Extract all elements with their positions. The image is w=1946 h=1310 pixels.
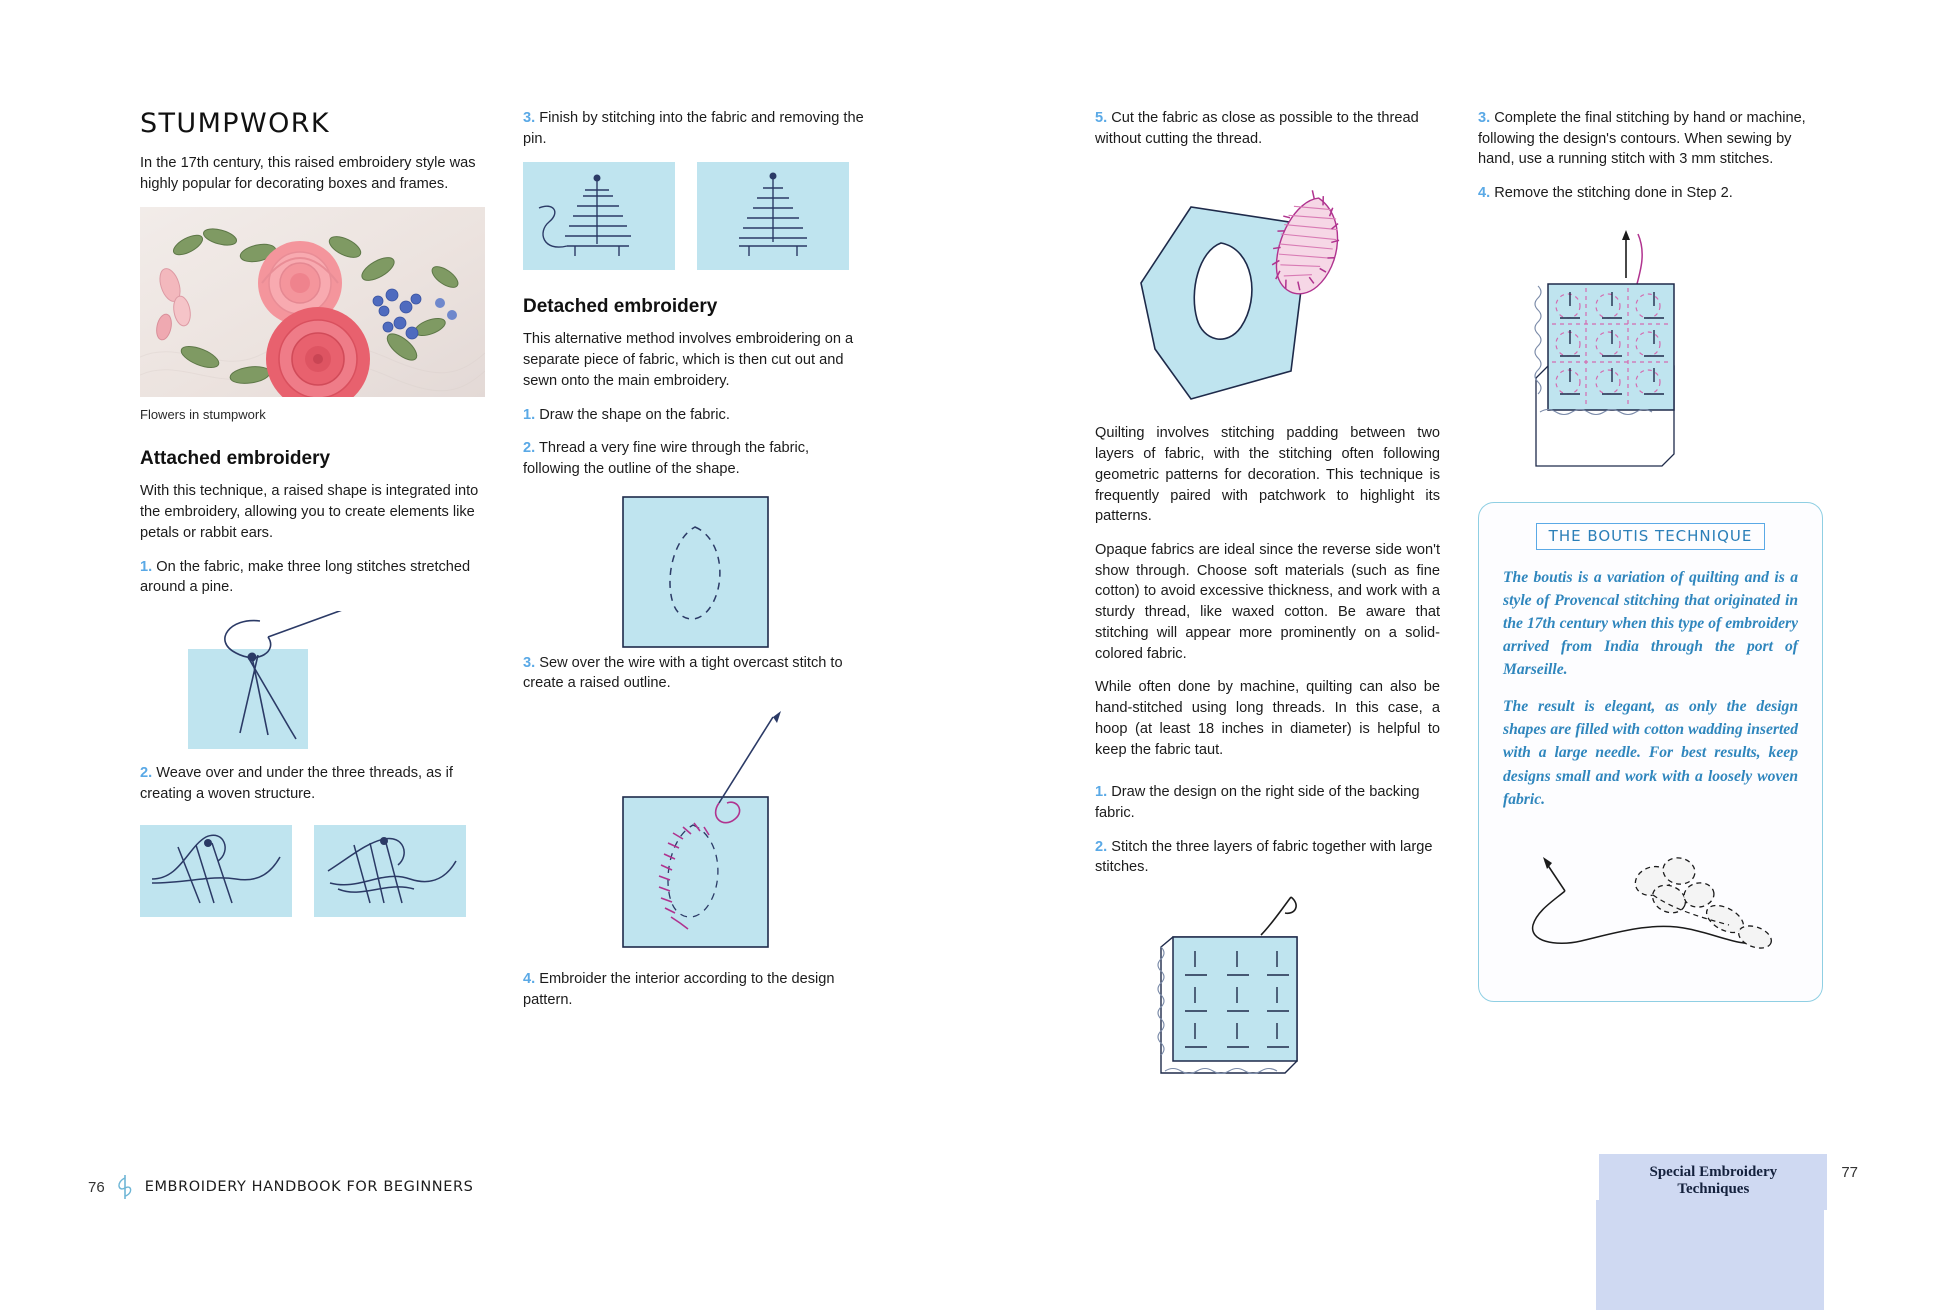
step-2	[140, 763, 485, 804]
step-4	[523, 969, 868, 1010]
intro-paragraph: In the 17th century, this raised embroidery style was highly popular for decorating boxes and frames.	[140, 155, 476, 192]
step-number: 2.	[1095, 838, 1108, 855]
needle-thread-icon	[114, 1172, 136, 1202]
column-two	[523, 108, 868, 1024]
photo-caption: Flowers in stumpwork	[140, 407, 266, 423]
folio-right: 77	[1841, 1164, 1858, 1181]
step-4	[1478, 183, 1823, 204]
boutis-callout	[1478, 502, 1823, 1002]
step-number: 1.	[140, 558, 153, 575]
step-number: 5.	[1095, 110, 1108, 126]
step-text: On the fabric, make three long stitches stretched around a pine.	[140, 558, 471, 596]
step-1	[140, 557, 485, 598]
step-number: 3.	[523, 110, 536, 126]
quilting-paragraph-3: While often done by machine, quilting can also be hand-stitched using long threads. In this case, a hoop (at least 18 inches in diameter) is helpful to keep the fabric taut.	[1095, 679, 1440, 758]
step-1	[523, 405, 868, 426]
footer-left	[88, 1172, 473, 1202]
callout-paragraph-1: The boutis is a variation of quilting and is a style of Provencal stitching that originated in the 17th century when this type of embroidery arrived from India through the port of Marseille.	[1503, 568, 1798, 679]
step-text: Cut the fabric as close as possible to the thread without cutting the thread.	[1095, 110, 1419, 147]
subhead-detached-embroidery: Detached embroidery	[523, 296, 718, 318]
figure-row-step2	[140, 817, 485, 917]
subhead-attached-embroidery: Attached embroidery	[140, 448, 331, 470]
callout-paragraph-2: The result is elegant, as only the design shapes are filled with cotton wadding inserted with a large needle. For best results, keep designs small and work with a loosely woven fabric.	[1503, 698, 1798, 808]
step-2	[1095, 837, 1440, 878]
detached-embroidery-paragraph: This alternative method involves embroidering on a separate piece of fabric, which is then cut out and sewn onto the main embroidery.	[523, 331, 854, 389]
figure-basting-layers	[1095, 891, 1440, 1081]
step-3	[1478, 108, 1823, 170]
column-four	[1478, 108, 1823, 1002]
step-number: 2.	[140, 765, 153, 782]
column-three	[1095, 108, 1440, 1081]
step-text: Weave over and under the three threads, as if creating a woven structure.	[140, 765, 453, 802]
step-text: Sew over the wire with a tight overcast stitch to create a raised outline.	[523, 654, 843, 692]
step-number: 4.	[1478, 185, 1491, 202]
quilting-paragraph-2: Opaque fabrics are ideal since the reverse side won't show through. Choose soft materials (such as fine cotton) to avoid excessive thickness, and work with a sturdy thread, like waxed cotton. Be aware that stitching will appear more prominently on a solid-colored fabric.	[1095, 542, 1440, 662]
decorative-block	[1596, 1200, 1824, 1310]
callout-title: THE BOUTIS TECHNIQUE	[1536, 523, 1766, 550]
step-text: Thread a very fine wire through the fabric, following the outline of the shape.	[523, 440, 810, 478]
step-text: Stitch the three layers of fabric together with large stitches.	[1095, 838, 1433, 876]
step-number: 3.	[1478, 110, 1491, 126]
figure-draw-shape	[523, 493, 868, 653]
running-head-left: EMBROIDERY HANDBOOK FOR BEGINNERS	[144, 1179, 474, 1195]
column-one	[140, 108, 485, 923]
step-number: 4.	[523, 971, 536, 988]
step-number: 3.	[523, 654, 536, 671]
figure-row-step3	[523, 162, 868, 270]
figure-cut-fabric	[1095, 163, 1440, 423]
step-number: 1.	[1095, 784, 1108, 801]
step-text: Draw the shape on the fabric.	[539, 406, 730, 423]
page-title: STUMPWORK	[140, 108, 330, 139]
step-text: Embroider the interior according to the design pattern.	[523, 971, 835, 1008]
step-2	[523, 438, 868, 479]
step-text: Remove the stitching done in Step 2.	[1494, 185, 1733, 202]
step-text: Draw the design on the right side of the backing fabric.	[1095, 784, 1420, 821]
step-3	[523, 108, 868, 149]
figure-quilted-grid	[1478, 226, 1823, 476]
stumpwork-photo	[140, 207, 485, 397]
figure-step1	[140, 611, 485, 761]
folio-left: 76	[88, 1178, 105, 1196]
figure-overcast-stitch	[523, 707, 868, 957]
figure-boutis	[1503, 825, 1798, 975]
attached-embroidery-paragraph: With this technique, a raised shape is integrated into the embroidery, allowing you to create elements like petals or rabbit ears.	[140, 483, 479, 541]
step-3b	[523, 653, 868, 694]
step-number: 2.	[523, 440, 536, 457]
step-text: Complete the final stitching by hand or machine, following the design's contours. When sewing by hand, use a running stitch with 3 mm stitches.	[1478, 110, 1806, 168]
quilting-paragraph-1: Quilting involves stitching padding between two layers of fabric, with the stitching often following geometric patterns for decoration. This technique is frequently paired with patchwork to highlight its patterns.	[1095, 425, 1440, 525]
step-text: Finish by stitching into the fabric and removing the pin.	[523, 110, 864, 147]
running-head-right: Special Embroidery Techniques	[1599, 1154, 1827, 1210]
step-5	[1095, 108, 1440, 149]
step-number: 1.	[523, 406, 536, 423]
step-1	[1095, 782, 1440, 823]
